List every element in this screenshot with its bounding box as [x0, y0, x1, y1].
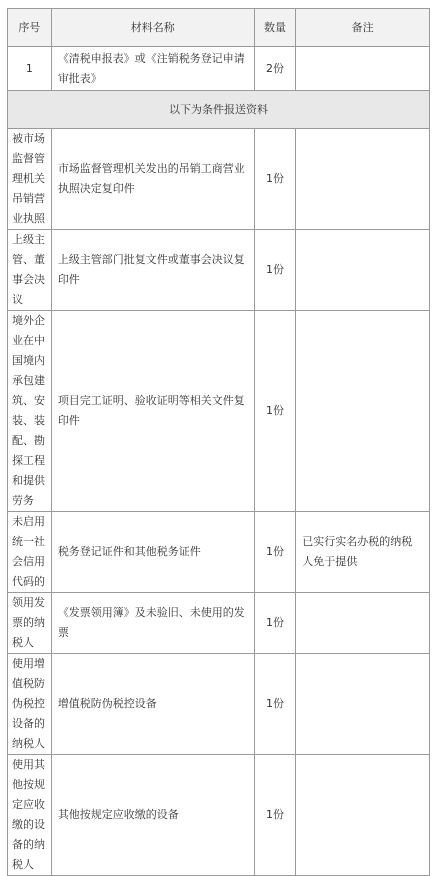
- row-material: 税务登记证件和其他税务证件: [51, 512, 254, 593]
- section-row: [8, 91, 430, 129]
- row-condition: 使用其他按规定应收缴的设备的纳税人: [8, 755, 52, 876]
- row-quantity: 1份: [254, 230, 296, 311]
- row-quantity: 1份: [254, 311, 296, 512]
- row-material: 其他按规定应收缴的设备: [51, 755, 254, 876]
- row-condition: 被市场监督管理机关吊销营业执照: [8, 129, 52, 230]
- table-row: [8, 512, 430, 593]
- row-remark: [296, 47, 430, 91]
- row-material: 上级主管部门批复文件或董事会决议复印件: [51, 230, 254, 311]
- row-remark: [296, 654, 430, 755]
- table-row: [8, 593, 430, 654]
- row-condition: 未启用统一社会信用代码的: [8, 512, 52, 593]
- table-row: [8, 654, 430, 755]
- row-remark: [296, 593, 430, 654]
- table-row: [8, 129, 430, 230]
- materials-table: [7, 8, 430, 876]
- row-material: 项目完工证明、验收证明等相关文件复印件: [51, 311, 254, 512]
- row-remark: [296, 230, 430, 311]
- row-remark: [296, 311, 430, 512]
- table-row: [8, 755, 430, 876]
- header-quantity: 数量: [254, 9, 296, 47]
- section-title: 以下为条件报送资料: [8, 91, 430, 129]
- row-material: 市场监督管理机关发出的吊销工商营业执照决定复印件: [51, 129, 254, 230]
- row-quantity: 1份: [254, 512, 296, 593]
- table-header-row: [8, 9, 430, 47]
- row-quantity: 1份: [254, 654, 296, 755]
- row-material: 《清税申报表》或《注销税务登记申请审批表》: [51, 47, 254, 91]
- row-material: 《发票领用簿》及未验旧、未使用的发票: [51, 593, 254, 654]
- table-row: [8, 230, 430, 311]
- row-condition: 领用发票的纳税人: [8, 593, 52, 654]
- header-index: 序号: [8, 9, 52, 47]
- row-quantity: 1份: [254, 755, 296, 876]
- header-remark: 备注: [296, 9, 430, 47]
- row-quantity: 2份: [254, 47, 296, 91]
- row-remark: [296, 129, 430, 230]
- row-condition: 使用增值税防伪税控设备的纳税人: [8, 654, 52, 755]
- table-row: [8, 311, 430, 512]
- row-index: 1: [8, 47, 52, 91]
- row-remark: [296, 755, 430, 876]
- table-row: [8, 47, 430, 91]
- header-material: 材料名称: [51, 9, 254, 47]
- row-quantity: 1份: [254, 593, 296, 654]
- row-remark: 已实行实名办税的纳税人免于提供: [296, 512, 430, 593]
- row-condition: 境外企业在中国境内承包建筑、安装、装配、勘探工程和提供劳务: [8, 311, 52, 512]
- row-quantity: 1份: [254, 129, 296, 230]
- row-condition: 上级主管、董事会决议: [8, 230, 52, 311]
- row-material: 增值税防伪税控设备: [51, 654, 254, 755]
